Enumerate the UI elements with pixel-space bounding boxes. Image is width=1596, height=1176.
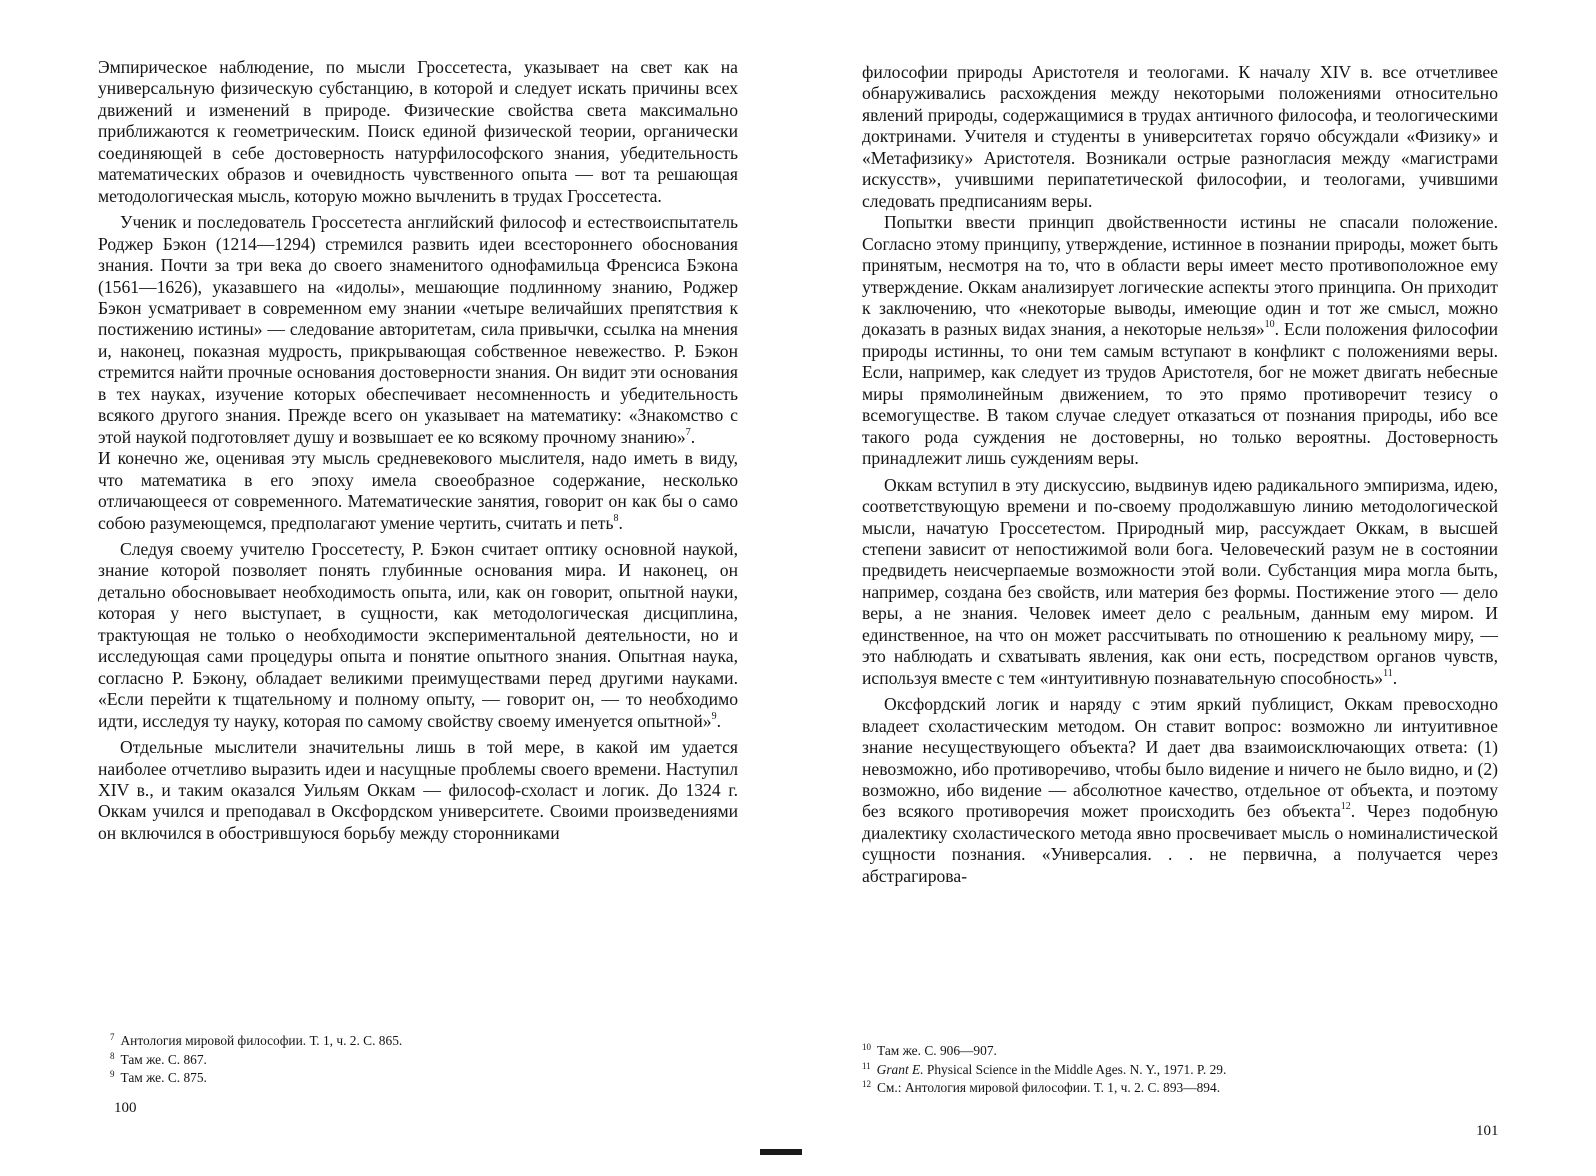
page-number-right: 101 [1476,1123,1499,1139]
footnote-9-text: Там же. С. 875. [120,1070,207,1085]
footnote-ref-8: 8 [613,512,619,524]
right-paragraph-2 [862,212,1498,469]
left-paragraph-4-text: Следуя своему учителю Гроссетесту, Р. Бэкон считает оптику основной наукой, знание которой позволяет понять глубинные основания мира. И наконец, он детально обосновывает необходимость опыта, или, как он говорит, опытной науки, которая у него выступает, в сущности, как методологическая дисциплина, трактующая не только о необходимости экспериментальной деятельности, но и исследующая сами процедуры опыта и понятие опытного знания. Опытная наука, согласно Р. Бэкону, обладает великими преимуществами перед другими науками. «Если перейти к тщательному и полному опыту, — говорит он, — то необходимо идти, исследуя ту науку, которая по самому свойству своему именуется опытной» [98,538,738,731]
binding-mark [760,1149,802,1155]
footnote-11-text: Physical Science in the Middle Ages. N. Y., 1971. P. 29. [926,1061,1227,1077]
right-paragraph-2-continuation: . Если положения философии природы истинны, то они тем самым вступают в конфликт с положениями веры. Если, например, как следует из трудов Аристотеля, бог не может двигать небесные миры прямолинейным движением, то это прямо противоречит тезису о всемогуществе. В таком случае следует отказаться от познания природы, ибо все такого рода суждения не достоверны, но только вероятны. Достоверность принадлежит лишь суждениям веры. [862,319,1498,469]
left-paragraph-3-text: И конечно же, оценивая эту мысль средневекового мыслителя, надо иметь в виду, что математика в его эпоху имела своеобразное содержание, несколько отличающееся от современного. Математические занятия, говорит он как бы о само собою разумеющемся, предполагают умение чертить, считать и петь [98,448,738,533]
footnote-12-number: 12 [862,1079,871,1089]
footnote-12-text: См.: Антология мировой философии. Т. 1, ч. 2. С. 893—894. [877,1080,1221,1095]
right-paragraph-2-text: Попытки ввести принцип двойственности истины не спасали положение. Согласно этому принципу, утверждение, истинное в познании природы, может быть принятым, несмотря на то, что в области веры имеет место противоположное ему утверждение. Оккам анализирует логические аспекты этого принципа. Он приходит к заключению, что «некоторые выводы, имеющие один и тот же смысл, можно доказать в разных видах знания, а некоторые нельзя» [862,212,1498,340]
left-paragraph-2-text: Ученик и последователь Гроссетеста английский философ и естествоиспытатель Роджер Бэкон (1214—1294) стремился развить идеи всестороннего обоснования знания. Почти за три века до своего знаменитого однофамильца Френсиса Бэкона (1561—1626), указавшего на «идолы», мешающие подлинному знанию, Роджер Бэкон усматривает в современном ему знании «четыре величайших препятствия к постижению истины» — следование авторитетам, сила привычки, ссылка на мнения и, наконец, показная мудрость, прикрывающая собственное невежество. Р. Бэкон стремится найти прочные основания достоверности знания. Он видит эти основания в тех науках, изучение которых обеспечивает несомненность и убедительность всякого другого знания. Прежде всего он указывает на математику: «Знакомство с этой наукой подготовляет душу и возвышает ее ко всякому прочному знанию» [98,212,738,447]
right-paragraph-1: философии природы Аристотеля и теологами. К началу XIV в. все отчетливее обнаруживались расхождения между некоторыми положениями относительно явлений природы, содержащимися в трудах античного философа, и теологическими доктринами. Учителя и студенты в университетах горячо обсуждали «Физику» и «Метафизику» Аристотеля. Возникали острые разногласия между «магистрами искусств», учившими перипатетической философии, и теологами, учившими следовать предписаниям веры. [862,62,1498,211]
footnote-ref-7: 7 [685,426,691,438]
footnote-ref-10: 10 [1264,319,1275,331]
footnote-9 [110,1067,750,1086]
page-number-left: 100 [114,1100,137,1116]
footnote-8-number: 8 [110,1050,115,1061]
right-paragraph-4-text: Оксфордский логик и наряду с этим яркий публицист, Оккам превосходно владеет схоластическим методом. Он ставит вопрос: возможно ли интуитивное знание несуществующего объекта? И дает два взаимоисключающих ответа: (1) невозможно, ибо противоречиво, чтобы было видение и ничего не было видно, и (2) возможно, ибо видение — абсолютное качество, отдельное от объекта, и поэтому без всякого противоречия может происходить без объекта [862,694,1498,822]
footnote-8 [110,1049,750,1068]
left-paragraph-4: Следуя своему учителю Гроссетесту, Р. Бэкон считает оптику основной наукой, знание которой позволяет понять глубинные основания мира. И наконец, он детально обосновывает необходимость опыта, или, как он говорит, опытной науки, которая у него выступает, в сущности, как методологическая дисциплина, трактующая не только о необходимости экспериментальной деятельности, но и исследующая сами процедуры опыта и понятие опытного знания. Опытная наука, согласно Р. Бэкону, обладает великими преимуществами перед другими науками. «Если перейти к тщательному и полному опыту, — говорит он, — то необходимо идти, исследуя ту науку, которая по самому свойству своему именуется опытной»$^9$. [98,538,738,731]
right-footnotes [862,1040,1498,1096]
footnote-10-number: 10 [862,1042,871,1052]
footnote-ref-12: 12 [1340,801,1351,813]
right-body-text [862,62,1498,887]
footnote-ref-9: 9 [711,710,717,722]
right-paragraph-3-text: Оккам вступил в эту дискуссию, выдвинув идею радикального эмпиризма, идею, соответствующую времени и по-своему продолжавшую линию методологической мысли, начатую Гроссетестом. Природный мир, рассуждает Оккам, в высшей степени зависит от непостижимой воли бога. Человеческий разум не в состоянии предвидеть неисчерпаемые возможности этой воли. Субстанция мира могла быть, например, создана без свойств, или материя без формы. Постижение этого — дело веры, а не знания. Человек имеет дело с реальным, данным ему миром. И единственное, на что он может рассчитывать по отношению к реальному миру, — это наблюдать и схватывать явления, как они есть, посредством органов чувств, используя вместе с тем «интуитивную познавательную способность» [862,474,1498,688]
footnote-9-number: 9 [110,1069,115,1079]
right-paragraph-3: Оккам вступил в эту дискуссию, выдвинув идею радикального эмпиризма, идею, соответствующую времени и по-своему продолжавшую линию методологической мысли, начатую Гроссетестом. Природный мир, рассуждает Оккам, в высшей степени зависит от непостижимой воли бога. Человеческий разум не в состоянии предвидеть неисчерпаемые возможности этой воли. Субстанция мира могла быть, например, создана без свойств, или материя без формы. Постижение этого — дело веры, а не знания. Человек имеет дело с реальным, данным ему миром. И единственное, на что он может рассчитывать по отношению к реальному миру, — это наблюдать и схватывать явления, как они есть, посредством органов чувств, используя вместе с тем «интуитивную познавательную способность»$^{11}$. [862,474,1498,688]
footnote-11-number: 11 [862,1060,871,1071]
left-paragraph-5: Отдельные мыслители значительны лишь в той мере, в какой им удается наиболее отчетливо выразить идеи и насущные проблемы своего времени. Наступил XIV в., и таким оказался Уильям Оккам — философ-схоласт и логик. До 1324 г. Оккам учился и преподавал в Оксфордском университете. Своими произведениями он включился в обострившуюся борьбу между сторонниками [98,737,738,843]
footnote-10-text: Там же. С. 906—907. [877,1043,997,1058]
left-body-text [98,57,738,844]
footnote-7-text: Антология мировой философии. Т. 1, ч. 2. С. 865. [120,1033,403,1048]
footnote-7 [110,1030,750,1049]
left-paragraph-2: Ученик и последователь Гроссетеста английский философ и естествоиспытатель Роджер Бэкон (1214—1294) стремился развить идеи всестороннего обоснования знания. Почти за три века до своего знаменитого однофамильца Френсиса Бэкона (1561—1626), указавшего на «идолы», мешающие подлинному знанию, Роджер Бэкон усматривает в современном ему знании «четыре величайших препятствия к постижению истины» — следование авторитетам, сила привычки, ссылка на мнения и, наконец, показная мудрость, прикрывающая собственное невежество. Р. Бэкон стремится найти прочные основания достоверности знания. Он видит эти основания в тех науках, изучение которых обеспечивает несомненность и убедительность всякого другого знания. Прежде всего он указывает на математику: «Знакомство с этой наукой подготовляет душу и возвышает ее ко всякому прочному знанию»$^7$. [98,212,738,447]
footnote-11 [862,1059,1498,1078]
left-paragraph-1: Эмпирическое наблюдение, по мысли Гроссетеста, указывает на свет как на универсальную физическую субстанцию, в которой и следует искать причины всех движений и изменений в природе. Физические свойства света максимально приближаются к геометрическим. Поиск единой физической теории, органически соединяющей в себе достоверность натурфилософского знания, убедительность математических образов и очевидность чувственного опыта — вот та решающая методологическая мысль, которую можно вычленить в трудах Гроссетеста. [98,57,738,206]
footnote-11-author: Grant E. [876,1061,924,1077]
left-footnotes [110,1030,750,1086]
footnote-12 [862,1077,1498,1096]
left-paragraph-3: И конечно же, оценивая эту мысль средневекового мыслителя, надо иметь в виду, что математика в его эпоху имела своеобразное содержание, несколько отличающееся от современного. Математические занятия, говорит он как бы о само собою разумеющемся, предполагают умение чертить, считать и петь$^8$. [98,448,738,533]
footnote-ref-11: 11 [1383,667,1393,679]
footnote-10 [862,1040,1498,1059]
right-paragraph-4-continuation: . Через подобную диалектику схоластического метода явно просвечивает мысль о номиналистической сущности познания. «Универсалия. . . не первична, а получается через абстрагирова- [862,801,1498,886]
footnote-8-text: Там же. С. 867. [120,1051,207,1067]
right-paragraph-4 [862,694,1498,887]
footnote-7-number: 7 [110,1032,115,1042]
